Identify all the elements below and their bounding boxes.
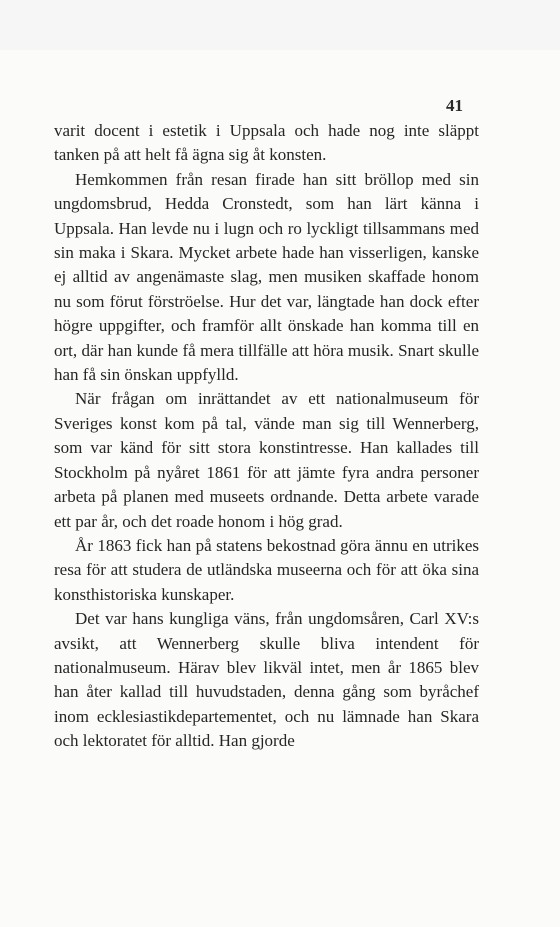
paragraph-4: År 1863 fick han på statens bekostnad göra ännu en utrikes resa för att studera de utländska museerna och för att öka sina konsthistoriska kunskaper. [54,535,479,604]
paragraph-1: varit docent i estetik i Uppsala och hade nog inte släppt tanken på att helt få ägna sig åt konsten. [54,121,479,165]
body-text [54,119,479,754]
page-number: 41 [446,96,463,115]
top-margin-band [0,0,560,50]
paragraph-5: Det var hans kungliga väns, från ungdomsåren, Carl XV:s avsikt, att Wennerberg skulle bliva intendent för nationalmuseum. Härav blev likväl intet, men år 1865 blev han åter kallad till huvudstaden, denna gång som byråchef inom ecklesiastikdepartementet, och nu lämnade han Skara och lektoratet för alltid. Han gjorde [54,609,479,751]
paragraph-2: Hemkommen från resan firade han sitt bröllop med sin ungdomsbrud, Hedda Cronstedt, som han lärt känna i Uppsala. Han levde nu i lugn och ro lyckligt tillsammans med sin maka i Skara. Mycket arbete hade han visserligen, kanske ej alltid av angenämaste slag, men musiken skaffade honom nu som förut förströelse. Hur det var, längtade han dock efter högre uppgifter, och framför allt önskade han komma till en ort, där han kunde få mera tillfälle att höra musik. Snart skulle han få sin önskan uppfylld. [54,169,479,385]
paragraph-3: När frågan om inrättandet av ett nationalmuseum för Sveriges konst kom på tal, vände man sig till Wennerberg, som var känd för sitt stora konstintresse. Han kallades till Stockholm på nyåret 1861 för att jämte fyra andra personer arbeta på planen med museets ordnande. Detta arbete varade ett par år, och det roade honom i hög grad. [54,389,479,531]
